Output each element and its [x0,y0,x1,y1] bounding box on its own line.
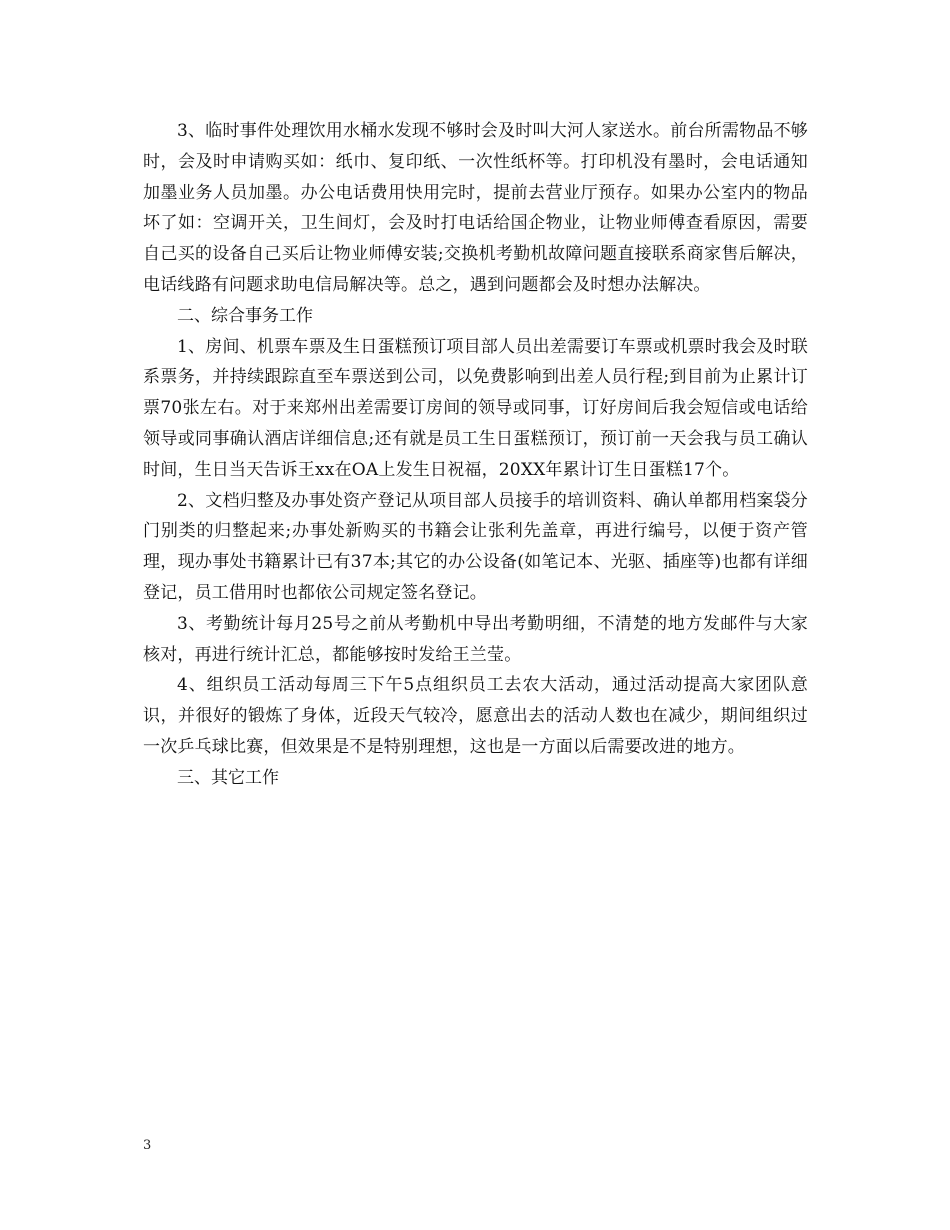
document-body [143,116,808,794]
paragraph-attendance: 3、考勤统计每月25号之前从考勤机中导出考勤明细，不清楚的地方发邮件与大家核对，再进行统计汇总，都能够按时发给王兰莹。 [143,613,808,665]
page-number: 3 [143,1138,152,1153]
paragraph-document-filing: 2、文档归整及办事处资产登记从项目部人员接手的培训资料、确认单都用档案袋分门别类的归整起来;办事处新购买的书籍会让张利先盖章，再进行编号，以便于资产管理，现办事处书籍累计已有37本;其它的办公设备(如笔记本、光驱、插座等)也都有详细登记，员工借用时也都依公司规定签名登记。 [143,490,808,603]
paragraph-staff-activities: 4、组织员工活动每周三下午5点组织员工去农大活动，通过活动提高大家团队意识，并很好的锻炼了身体，近段天气较冷，愿意出去的活动人数也在减少，期间组织过一次乒乓球比赛，但效果是不是特别理想，这也是一方面以后需要改进的地方。 [143,675,808,757]
section-heading-other-work: 三、其它工作 [177,767,279,788]
paragraph-bookings: 1、房间、机票车票及生日蛋糕预订项目部人员出差需要订车票或机票时我会及时联系票务，并持续跟踪直至车票送到公司，以免费影响到出差人员行程;到目前为止累计订票70张左右。对于来郑州出差需要订房间的领导或同事，订好房间后我会短信或电话给领导或同事确认酒店详细信息;还有就是员工生日蛋糕预订，预订前一天会我与员工确认时间，生日当天告诉王xx在OA上发生日祝福，20XX年累计订生日蛋糕17个。 [143,336,808,480]
section-heading-general-affairs: 二、综合事务工作 [177,305,313,326]
paragraph-temporary-matters: 3、临时事件处理饮用水桶水发现不够时会及时叫大河人家送水。前台所需物品不够时，会及时申请购买如：纸巾、复印纸、一次性纸杯等。打印机没有墨时，会电话通知加墨业务人员加墨。办公电话费用快用完时，提前去营业厅预存。如果办公室内的物品坏了如：空调开关，卫生间灯，会及时打电话给国企物业，让物业师傅查看原因，需要自己买的设备自己买后让物业师傅安装;交换机考勤机故障问题直接联系商家售后解决，电话线路有问题求助电信局解决等。总之，遇到问题都会及时想办法解决。 [143,121,808,295]
